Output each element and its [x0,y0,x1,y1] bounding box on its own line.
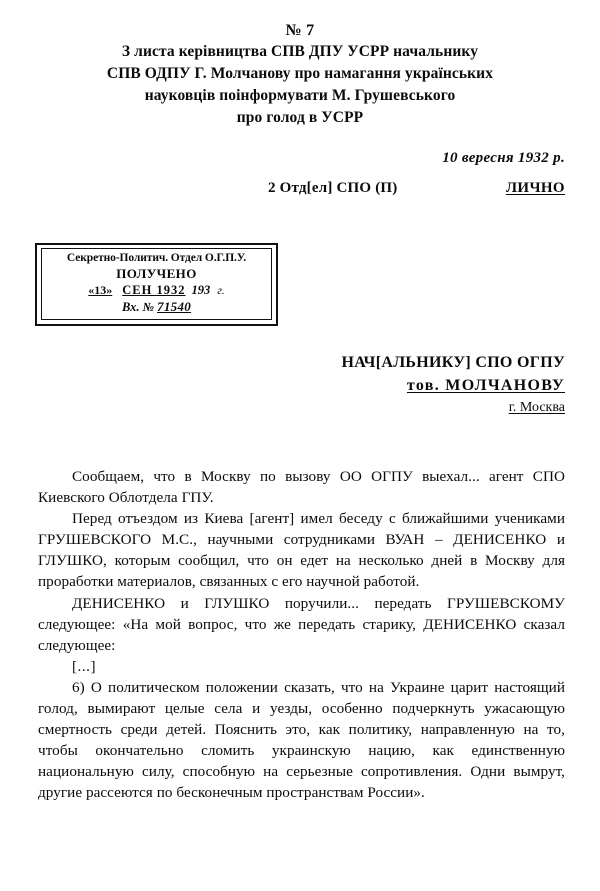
addressee-city: г. Москва [508,400,565,415]
department-label: 2 Отд[ел] СПО (П) [268,180,398,196]
stamp-date-row [46,282,267,299]
stamp-organization: Секретно-Политич. Отдел О.Г.П.У. [66,252,247,264]
stamp-received-label: ПОЛУЧЕНО [116,266,197,281]
stamp-incoming-label: Вх. № [121,300,155,314]
body-paragraph: Сообщаем, что в Москву по вызову ОО ОГПУ выехал... агент СПО Киевского Облотдела ГПУ. [38,468,565,507]
department-row [40,180,565,202]
stamp-month-year: СЕН 1932 [122,283,186,297]
title-line-4: про голод в УСРР [236,109,364,126]
title-line-3: науковців поінформувати М. Грушевського [144,87,456,104]
body-paragraph-ellipsis: [...] [72,657,97,675]
body-paragraph: 6) О политическом положении сказать, что на Украине царит настоящий голод, вымирают целые села и уезды, особенно подчеркнуть ужасающую смертность среди детей. Пояснить это, как политику, направленную на то, чтобы окончательно сломить украинскую нацию, как единственную национальную силу, способную на серьезные сопротивления. Одни вымрут, другие рассеются по бесконечным пространствам России». [38,678,565,802]
title-block [40,20,560,129]
stamp-incoming-number: 71540 [157,299,192,314]
body-paragraph: ДЕНИСЕНКО и ГЛУШКО поручили... передать ГРУШЕВСКОМУ следующее: «На мой вопрос, что же передать старику, ДЕНИСЕНКО сказал следующее: [38,594,565,654]
body-paragraph: Перед отъездом из Киева [агент] имел беседу с ближайшими учениками ГРУШЕВСКОГО М.С., научными сотрудниками ВУАН – ДЕНИСЕНКО и ГЛУШКО, которым сообщил, что он едет на несколько дней в Москву для проработки материалов, связанных с его научной работой. [38,510,565,591]
stamp-year-prefix: 193 [191,283,211,297]
document-number: № 7 [285,22,315,39]
stamp-incoming-row [46,299,267,315]
document-body [38,466,565,804]
addressee-name: тов. МОЛЧАНОВУ [406,377,565,394]
title-line-1: З листа керівництва СПВ ДПУ УСРР начальнику [121,43,479,60]
classification-label: ЛИЧНО [505,180,565,196]
registration-stamp-inner [41,248,272,320]
title-line-2: СПВ ОДПУ Г. Молчанову про намагання українських [106,65,494,82]
stamp-year-suffix: г. [217,283,225,297]
registration-stamp [35,243,278,326]
document-date: 10 вересня 1932 р. [442,150,565,166]
stamp-day: «13» [88,283,113,297]
addressee-block [342,352,566,418]
addressee-position: НАЧ[АЛЬНИКУ] СПО ОГПУ [341,354,565,371]
